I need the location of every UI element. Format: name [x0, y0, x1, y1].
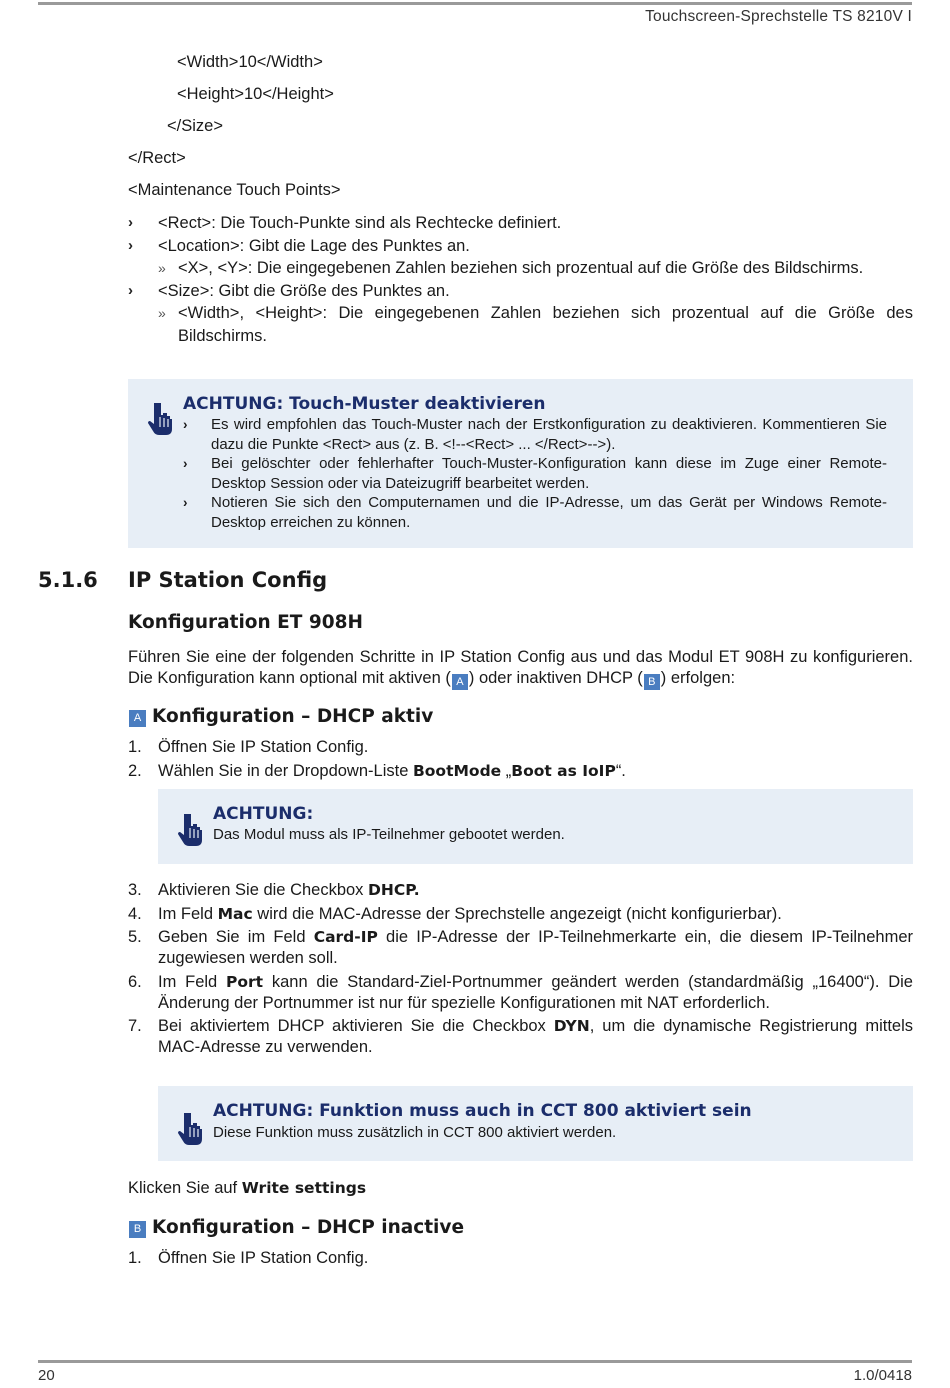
list-item: 6. Im Feld Port kann die Standard-Ziel-Portnummer geändert werden (standardmäßig „16400“). Die Änderung der Portnummer ist nur für spezielle Konfigurationen mit NAT erforderlich.: [128, 972, 913, 1012]
list-item: 4. Im Feld Mac wird die MAC-Adresse der Sprechstelle angezeigt (nicht konfigurierbar).: [128, 904, 782, 923]
section-number: 5.1.6: [38, 568, 98, 592]
page-number: 20: [38, 1367, 55, 1384]
list-item: › Es wird empfohlen das Touch-Muster nach der Erstkonfiguration zu deaktivieren. Kommentieren Sie dazu die Punkte <Rect> aus (z. B. <!--<Rect> ... </Rect>-->).: [183, 416, 887, 453]
pointing-hand-icon: [178, 1111, 204, 1145]
warning-note-boot: [158, 789, 913, 864]
code-line-maintenance: <Maintenance Touch Points>: [128, 181, 341, 199]
code-line-width: <Width>10</Width>: [177, 53, 323, 71]
list-subitem: » <Width>, <Height>: Die eingegebenen Zahlen beziehen sich prozentual auf die Größe des Bildschirms.: [158, 304, 913, 345]
definition-list: [128, 212, 913, 347]
code-line-size-close: </Size>: [167, 117, 223, 135]
code-line-height: <Height>10</Height>: [177, 85, 334, 103]
footer-rule: [38, 1360, 912, 1363]
warning-note-touch: [128, 379, 913, 548]
list-item: 5. Geben Sie im Feld Card-IP die IP-Adresse der IP-Teilnehmerkarte ein, die diesem IP-Teilnehmer zugewiesen werden soll.: [128, 928, 913, 967]
list-item: › Bei gelöschter oder fehlerhafter Touch-Muster-Konfiguration kann diese im Zuge einer Remote-Desktop Session oder via Dateizugriff bearbeitet werden.: [183, 455, 887, 492]
steps-list-a2: [128, 880, 913, 1061]
chevron-right-icon: ›: [183, 417, 188, 432]
pointing-hand-icon: [148, 401, 174, 435]
list-item: › <Size>: Gibt die Größe des Punktes an.: [128, 280, 913, 303]
list-item: 2. Wählen Sie in der Dropdown-Liste BootMode „Boot as IoIP“.: [128, 761, 626, 780]
steps-list-a1: [128, 737, 913, 784]
pointing-hand-icon: [178, 812, 204, 846]
click-instruction: Klicken Sie auf Write settings: [128, 1179, 367, 1197]
code-line-rect-close: </Rect>: [128, 149, 186, 167]
note-list: [183, 415, 887, 532]
list-item: › <Location>: Gibt die Lage des Punktes an.: [128, 235, 913, 258]
double-chevron-icon: »: [158, 260, 166, 276]
subsection-dhcp-active: A Konfiguration – DHCP aktiv: [128, 706, 433, 727]
warning-note-cct800: [158, 1086, 913, 1161]
chevron-right-icon: ›: [128, 214, 133, 231]
note-text: Das Modul muss als IP-Teilnehmer gebootet werden.: [213, 826, 565, 843]
badge-b: B: [644, 674, 660, 690]
chevron-right-icon: ›: [128, 281, 133, 299]
note-title: ACHTUNG: Touch-Muster deaktivieren: [183, 394, 546, 414]
list-item: 1. Öffnen Sie IP Station Config.: [128, 738, 369, 756]
list-item: 7. Bei aktiviertem DHCP aktivieren Sie die Checkbox DYN, um die dynamische Registrierung mittels MAC-Adresse zu verwenden.: [128, 1017, 914, 1056]
list-item: › <Rect>: Die Touch-Punkte sind als Rechtecke definiert.: [128, 212, 913, 235]
intro-paragraph: Führen Sie eine der folgenden Schritte in IP Station Config aus und das Modul ET 908H zu konfigurieren. Die Konfiguration kann optional mit aktiven ( A ) oder inaktiven DHCP ( B ) erfolgen:: [128, 648, 913, 688]
note-title: ACHTUNG: Funktion muss auch in CCT 800 aktiviert sein: [213, 1101, 752, 1121]
note-text: Diese Funktion muss zusätzlich in CCT 800 aktiviert werden.: [213, 1124, 617, 1141]
document-version: 1.0/0418: [853, 1367, 912, 1384]
chevron-right-icon: ›: [183, 495, 188, 510]
badge-a: A: [129, 710, 146, 727]
subsection-dhcp-inactive: B Konfiguration – DHCP inactive: [128, 1217, 464, 1238]
section-title: IP Station Config: [128, 568, 328, 592]
list-item: 3. Aktivieren Sie die Checkbox DHCP.: [128, 881, 420, 899]
steps-list-b: [128, 1248, 913, 1272]
badge-b: B: [129, 1221, 146, 1238]
badge-a: A: [452, 674, 468, 690]
note-title: ACHTUNG:: [213, 804, 314, 824]
list-item: 1. Öffnen Sie IP Station Config.: [128, 1249, 369, 1267]
document-title: Touchscreen-Sprechstelle TS 8210V I: [645, 8, 912, 25]
chevron-right-icon: ›: [183, 456, 188, 471]
subheading: Konfiguration ET 908H: [128, 612, 363, 633]
list-item: › Notieren Sie sich den Computernamen und die IP-Adresse, um das Gerät per Windows Remote-Desktop erreichen zu können.: [183, 494, 887, 531]
double-chevron-icon: »: [158, 305, 166, 321]
header-rule: [38, 2, 912, 5]
chevron-right-icon: ›: [128, 236, 133, 254]
list-subitem: » <X>, <Y>: Die eingegebenen Zahlen beziehen sich prozentual auf die Größe des Bildschirms.: [128, 257, 913, 280]
